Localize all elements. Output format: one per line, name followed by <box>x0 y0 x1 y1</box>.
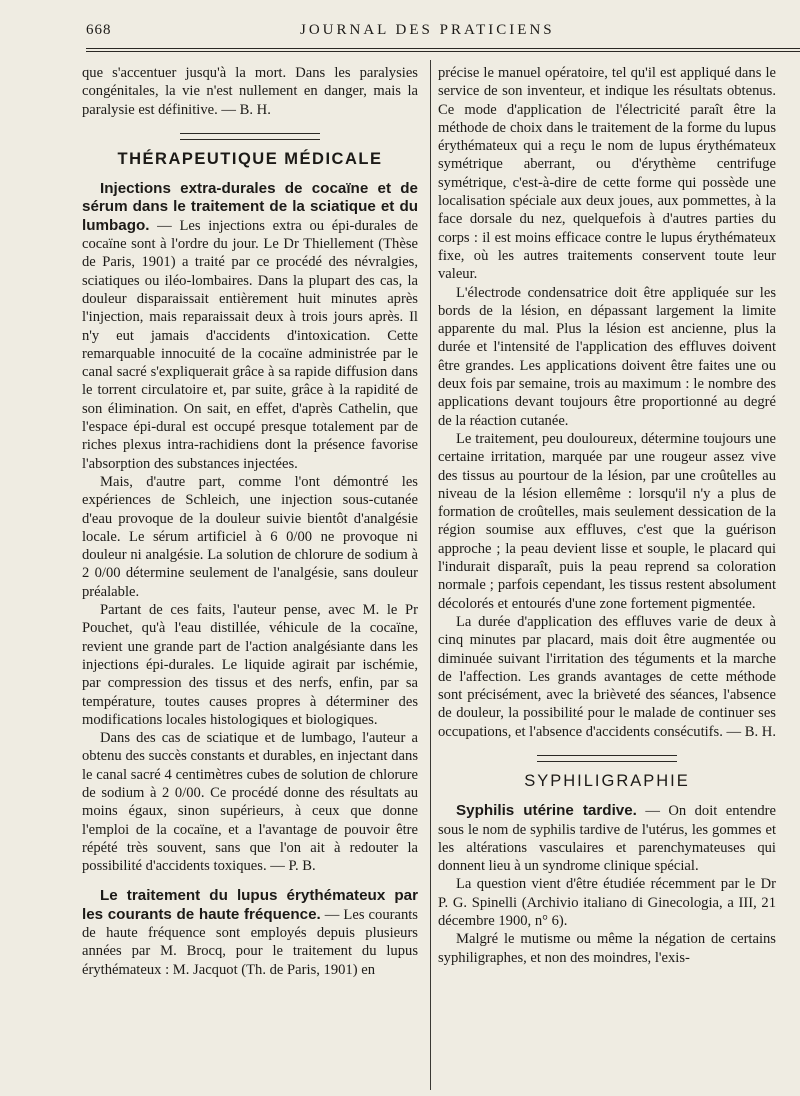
section-separator <box>180 133 320 140</box>
paragraph-continued: que s'accentuer jusqu'à la mort. Dans les paralysies congénitales, la vie n'est nullement en danger, mais la paralysie est définitive. — B. H. <box>82 65 418 118</box>
paragraph: La question vient d'être étudiée récemment par le Dr P. G. Spinelli (Archivio italiano di Ginecologia, a III, 21 décembre 1900, n° 6). <box>438 876 776 930</box>
column-divider <box>430 60 431 1090</box>
article-title-lupus: Le traitement du lupus érythémateux par les courants de haute fréquence. <box>82 887 418 923</box>
running-title: JOURNAL DES PRATICIENS <box>300 22 555 38</box>
article-title-syphilis: Syphilis utérine tardive. <box>456 802 637 820</box>
article-injections <box>82 180 418 473</box>
article-title-injections: Injections extra-durales de cocaïne et de sérum dans le traitement de la sciatique et du lumbago. <box>82 180 418 234</box>
paragraph: Le traitement, peu douloureux, détermine toujours une certaine irritation, marquée par une rougeur assez vive des tissus au pourtour de la lésion, par une croûtelles au niveau de la lésion ellemême : lorsqu'il n'y a plus de formation de croûtelles, mais seulement dessication de la région soumise aux effluves, c'est que la guérison approche ; la peau devient lisse et souple, le placard qui l'indurait disparaît, puis la peau reprend sa coloration normale ; parfois cependant, les tissus restent absolument décolorés et entourés d'une zone fortement pigmentée. <box>438 430 776 612</box>
article-syphilis <box>438 802 776 875</box>
header-rule <box>86 48 800 49</box>
header-rule-double <box>86 51 800 52</box>
page-number: 668 <box>86 22 112 38</box>
paragraph: La durée d'application des effluves varie de deux à cinq minutes par placard, mais doit être augmentée ou diminuée suivant l'irritation des téguments et la marche de l'affection. Les grands avantages de cette méthode sont précisément, avec la brièveté des séances, l'absence de douleur, la possibilité pour le malade de continuer ses occupations, et l'absence d'accidents consécutifs. — B. H. <box>438 613 776 740</box>
paragraph: Dans des cas de sciatique et de lumbago, l'auteur a obtenu des succès constants et durables, en injectant dans le canal sacré 4 centimètres cubes de solution de chlorure de sodium à 2 0/00. Ce procédé donne des résultats au moins égaux, sinon supérieurs, à ceux que donne l'emploi de la cocaïne, et a l'avantage de pouvoir être répété très souvent, sans que l'on ait à redouter la possibilité d'accidents toxiques. — P. B. <box>82 730 418 875</box>
section-separator <box>537 755 677 762</box>
page-header <box>0 0 800 46</box>
left-column <box>82 64 418 979</box>
paragraph: Malgré le mutisme ou même la négation de certains syphiligraphes, et non des moindres, l'exis- <box>438 931 776 966</box>
section-title-syphiligraphie: SYPHILIGRAPHIE <box>524 771 690 790</box>
article-body: — On doit entendre sous le nom de syphilis tardive de l'utérus, les gommes et les altérations vasculaires et parenchymateuses qui donnent lieu à un syndrome clinique spécial. <box>438 803 776 875</box>
paragraph: Partant de ces faits, l'auteur pense, avec M. le Pr Pouchet, qu'à l'eau distillée, véhicule de la cocaïne, revient une grande part de l'action analgésiante dans les injections épi-durales. Le liquide agirait par ischémie, par compression des tissus et des nerfs, enfin, par sa température, toutes causes propres à déterminer des modifications locales histologiques et biologiques. <box>82 602 418 728</box>
paragraph-continued: précise le manuel opératoire, tel qu'il est appliqué dans le service de son inventeur, et indique les résultats obtenus. Ce mode d'application de l'électricité paraît être la méthode de choix dans le traitement de la forme du lupus érythémateux qui a reçu le nom de lupus érythémateux symétrique aberrant, ou d'érythème centrifuge symétrique, c'est-à-dire de cette forme qui possède une localisation spéciale aux deux joues, aux pommettes, à la face dorsale du nez, quelquefois à d'autres parties du corps : il est moins efficace contre le lupus érythémateux fixe, où les autres traitements conservent toute leur valeur. <box>438 65 776 283</box>
article-body: — Les courants de haute fréquence sont employés depuis plusieurs années par M. Brocq, pour le traitement du lupus érythémateux : M. Jacquot (Th. de Paris, 1901) en <box>82 906 418 978</box>
article-body: — Les injections extra ou épi-durales de cocaïne sont à l'ordre du jour. Le Dr Thiellement (Thèse de Paris, 1901) a traité par ce procédé des névralgies, sciatiques ou iléo-lombaires. Dans la plupart des cas, la douleur disparaissait entièrement huit minutes après l'injection, mais reparaissait deux à trois jours après. Il n'y eut jamais d'accidents d'intoxication. Cette remarquable innocuité de la cocaïne administrée par le canal sacré s'expliquerait grâce à sa rapide diffusion dans le torrent circulatoire et, par suite, grâce à la rapidité de son élimination. On sait, en effet, d'après Cathelin, que l'espace épi-dural est occupé presque totalement par de riches plexus intra-rachidiens dont la présence favorise l'absorption des substances injectées. <box>82 217 418 472</box>
paragraph: Mais, d'autre part, comme l'ont démontré les expériences de Schleich, une injection sous-cutanée d'eau provoque de la douleur suivie bientôt d'analgésie locale. Le sérum artificiel à 6 0/00 ne provoque ni douleur ni analgésie. La solution de chlorure de sodium à 2 0/00 détermine seulement de l'analgésie, sans douleur préalable. <box>82 473 418 600</box>
section-title-therapeutique: THÉRAPEUTIQUE MÉDICALE <box>117 149 383 168</box>
right-column <box>438 64 776 967</box>
paragraph: L'électrode condensatrice doit être appliquée sur les bords de la lésion, en dépassant largement la limite apparente du mal. Plus la lésion est ancienne, plus la durée et l'intensité de l'application des effluves doivent être grandes. Les applications doivent être faites une ou deux fois par semaine, trois au maximum : le nombre des applications devant toujours être proportionné au degré de la réaction cutanée. <box>438 284 776 429</box>
article-lupus <box>82 887 418 978</box>
